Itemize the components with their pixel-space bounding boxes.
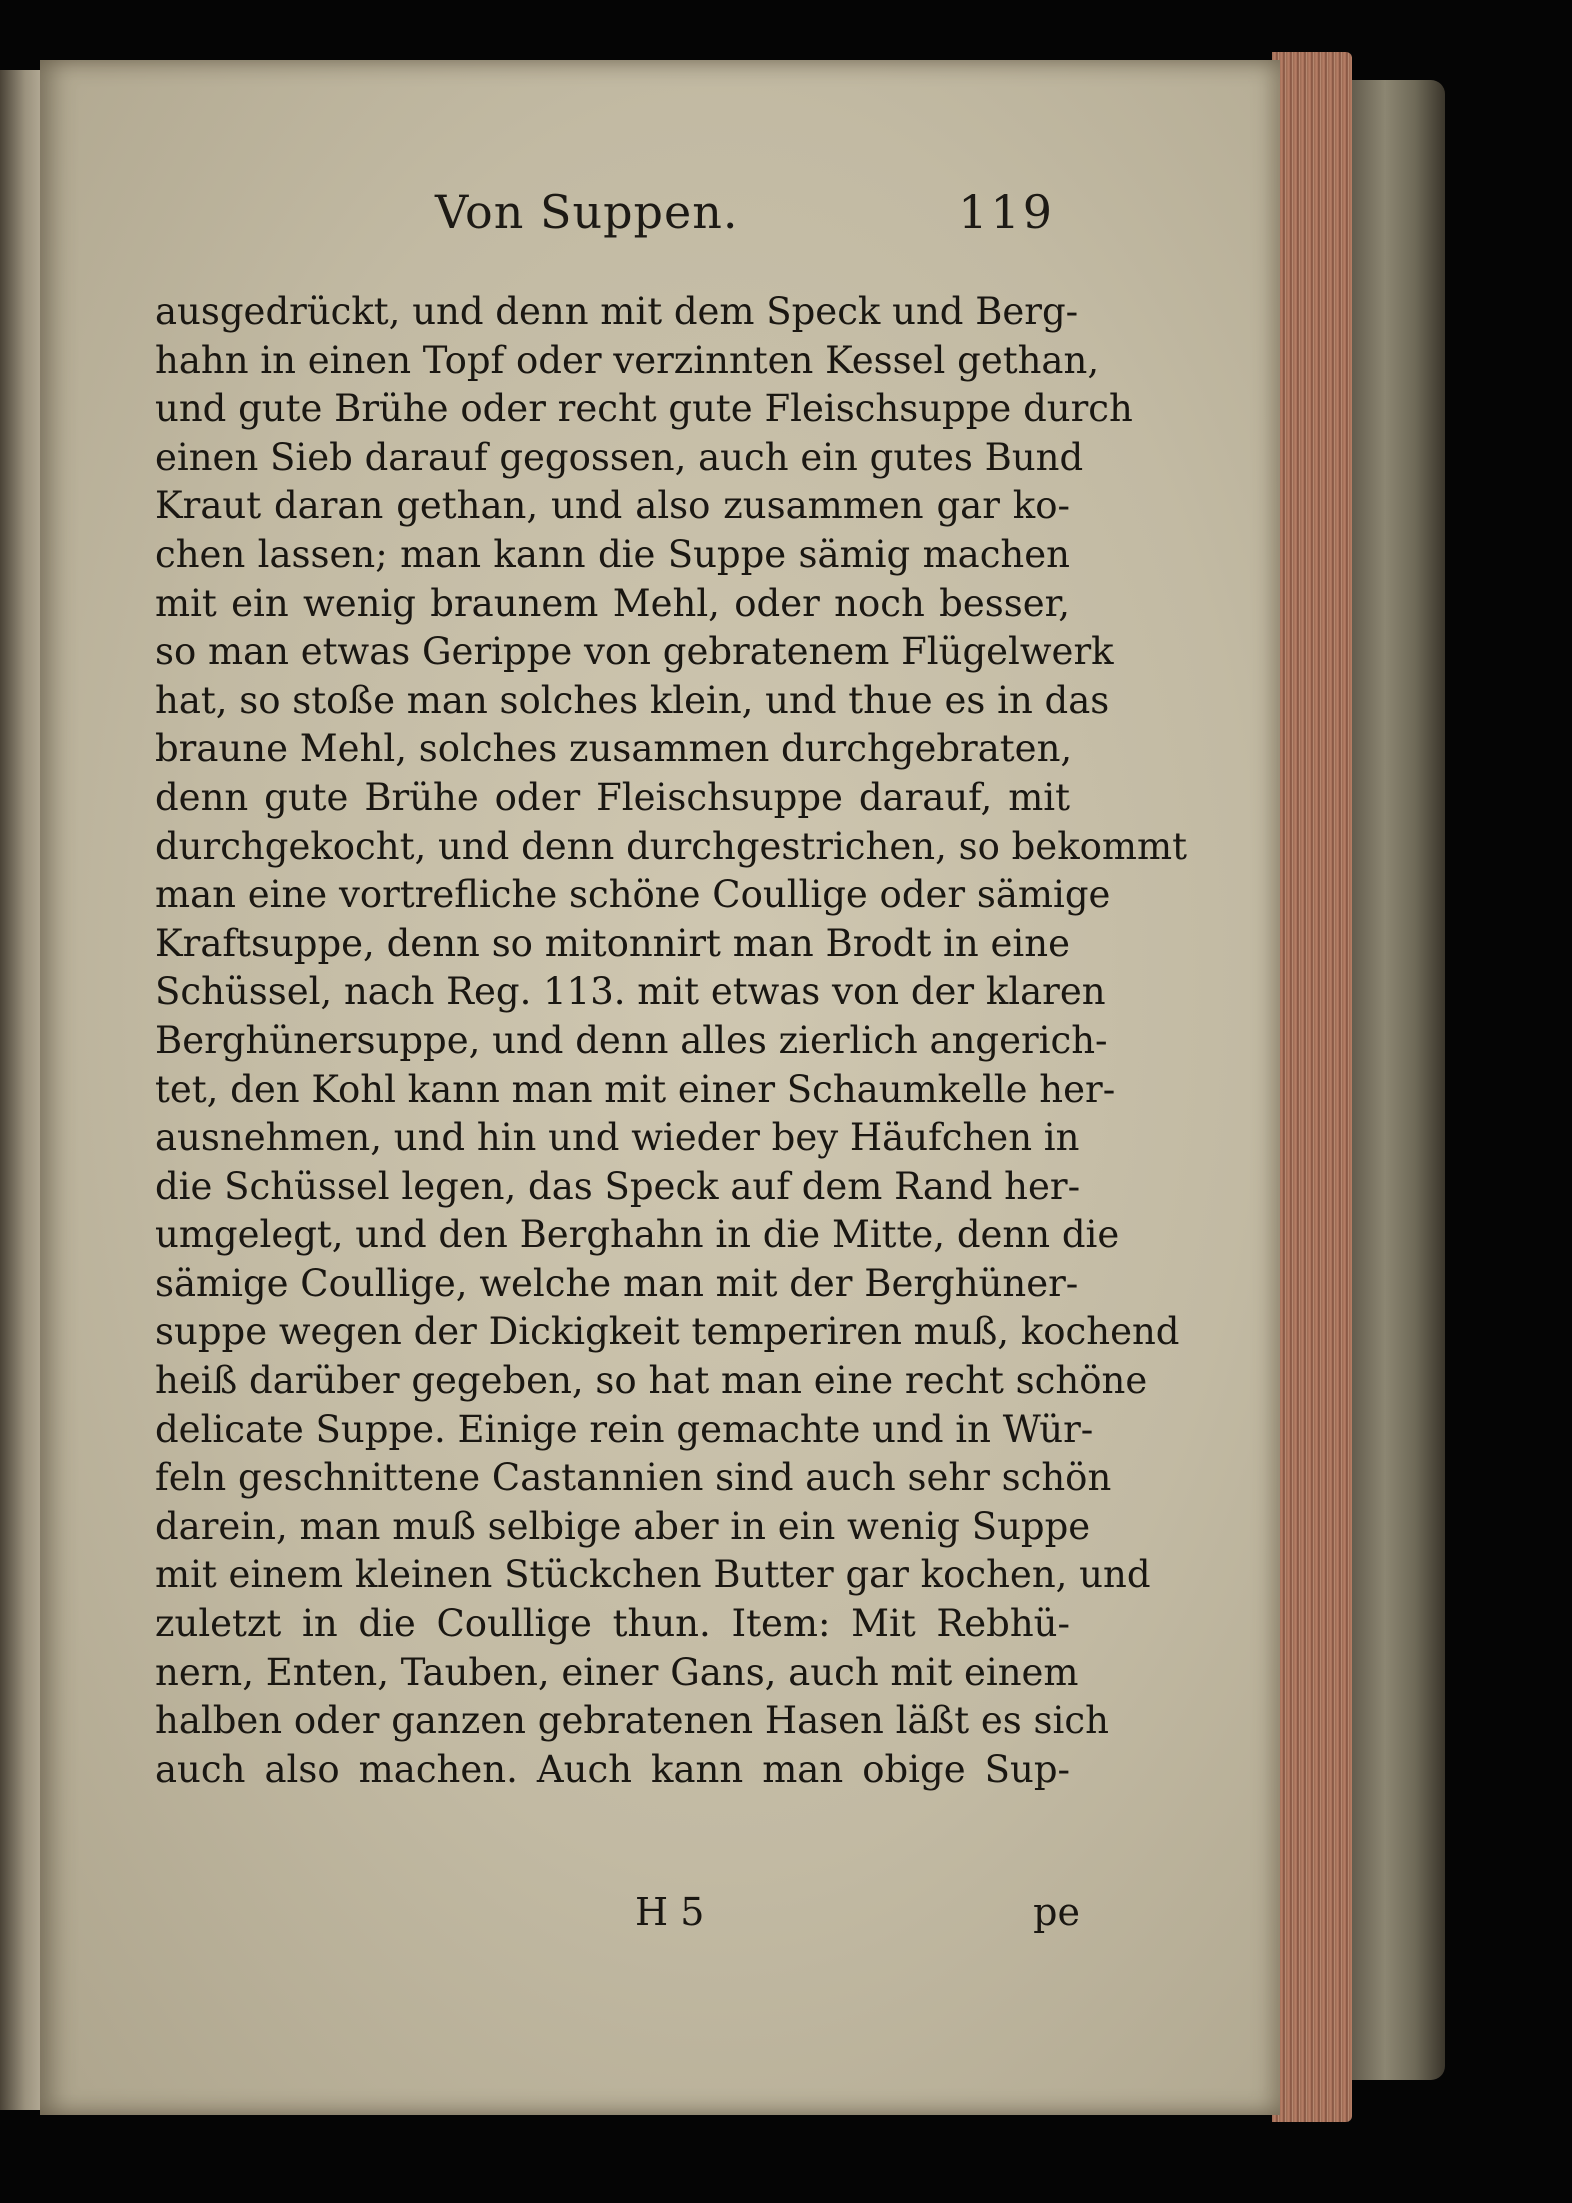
text-line: suppe wegen der Dickigkeit temperiren muß, kochend (155, 1310, 1180, 1354)
catchword: pe (1033, 1890, 1080, 1934)
text-line: delicate Suppe. Einige rein gemachte und in Wür- (155, 1407, 1094, 1451)
text-line: durchgekocht, und denn durchgestrichen, so bekommt (155, 824, 1187, 868)
text-line: Berghünersuppe, und denn alles zierlich angerich- (155, 1018, 1108, 1062)
text-line: nern, Enten, Tauben, einer Gans, auch mit einem (155, 1650, 1079, 1694)
facing-page-edge (0, 70, 42, 2110)
page-block-edges (1272, 52, 1352, 2122)
body-text (155, 288, 1187, 1794)
text-line: denn gute Brühe oder Fleischsuppe darauf, mit (155, 775, 1070, 819)
text-line: einen Sieb darauf gegossen, auch ein gutes Bund (155, 435, 1084, 479)
text-line: mit einem kleinen Stückchen Butter gar kochen, und (155, 1553, 1151, 1597)
text-line: ausgedrückt, und denn mit dem Speck und Berg- (155, 290, 1079, 333)
text-line: zuletzt in die Coullige thun. Item: Mit Rebhü- (155, 1602, 1070, 1646)
text-line: ausnehmen, und hin und wieder bey Häufchen in (155, 1116, 1080, 1160)
text-line: heiß darüber gegeben, so hat man eine recht schöne (155, 1359, 1148, 1403)
page-number: 119 (958, 185, 1055, 239)
page-footer (155, 1890, 1080, 1950)
text-line: die Schüssel legen, das Speck auf dem Rand her- (155, 1164, 1081, 1208)
text-line: chen lassen; man kann die Suppe sämig machen (155, 532, 1070, 576)
text-line: so man etwas Gerippe von gebratenem Flügelwerk (155, 630, 1114, 674)
text-line: mit ein wenig braunem Mehl, oder noch besser, (155, 581, 1070, 625)
signature-mark: H 5 (635, 1890, 705, 1934)
text-line: darein, man muß selbige aber in ein wenig Suppe (155, 1504, 1091, 1548)
running-title: Von Suppen. (435, 185, 739, 239)
text-line: tet, den Kohl kann man mit einer Schaumkelle her- (155, 1067, 1116, 1111)
book-cover-edge (1345, 80, 1445, 2080)
text-line: braune Mehl, solches zusammen durchgebraten, (155, 727, 1073, 771)
text-line: man eine vortrefliche schöne Coullige oder sämige (155, 873, 1111, 917)
text-line: und gute Brühe oder recht gute Fleischsuppe durch (155, 387, 1133, 431)
text-line: Kraftsuppe, denn so mitonnirt man Brodt in eine (155, 921, 1070, 965)
text-line: feln geschnittene Castannien sind auch sehr schön (155, 1456, 1112, 1500)
page-header (155, 185, 1055, 265)
text-line: hahn in einen Topf oder verzinnten Kessel gethan, (155, 338, 1100, 382)
text-line: sämige Coullige, welche man mit der Berghüner- (155, 1261, 1079, 1305)
text-line: auch also machen. Auch kann man obige Sup- (155, 1747, 1070, 1791)
text-line: Schüssel, nach Reg. 113. mit etwas von der klaren (155, 970, 1106, 1014)
text-line: hat, so stoße man solches klein, und thue es in das (155, 678, 1110, 722)
text-line: Kraut daran gethan, und also zusammen gar ko- (155, 484, 1070, 528)
text-line: halben oder ganzen gebratenen Hasen läßt es sich (155, 1699, 1109, 1743)
text-line: umgelegt, und den Berghahn in die Mitte, denn die (155, 1213, 1120, 1257)
